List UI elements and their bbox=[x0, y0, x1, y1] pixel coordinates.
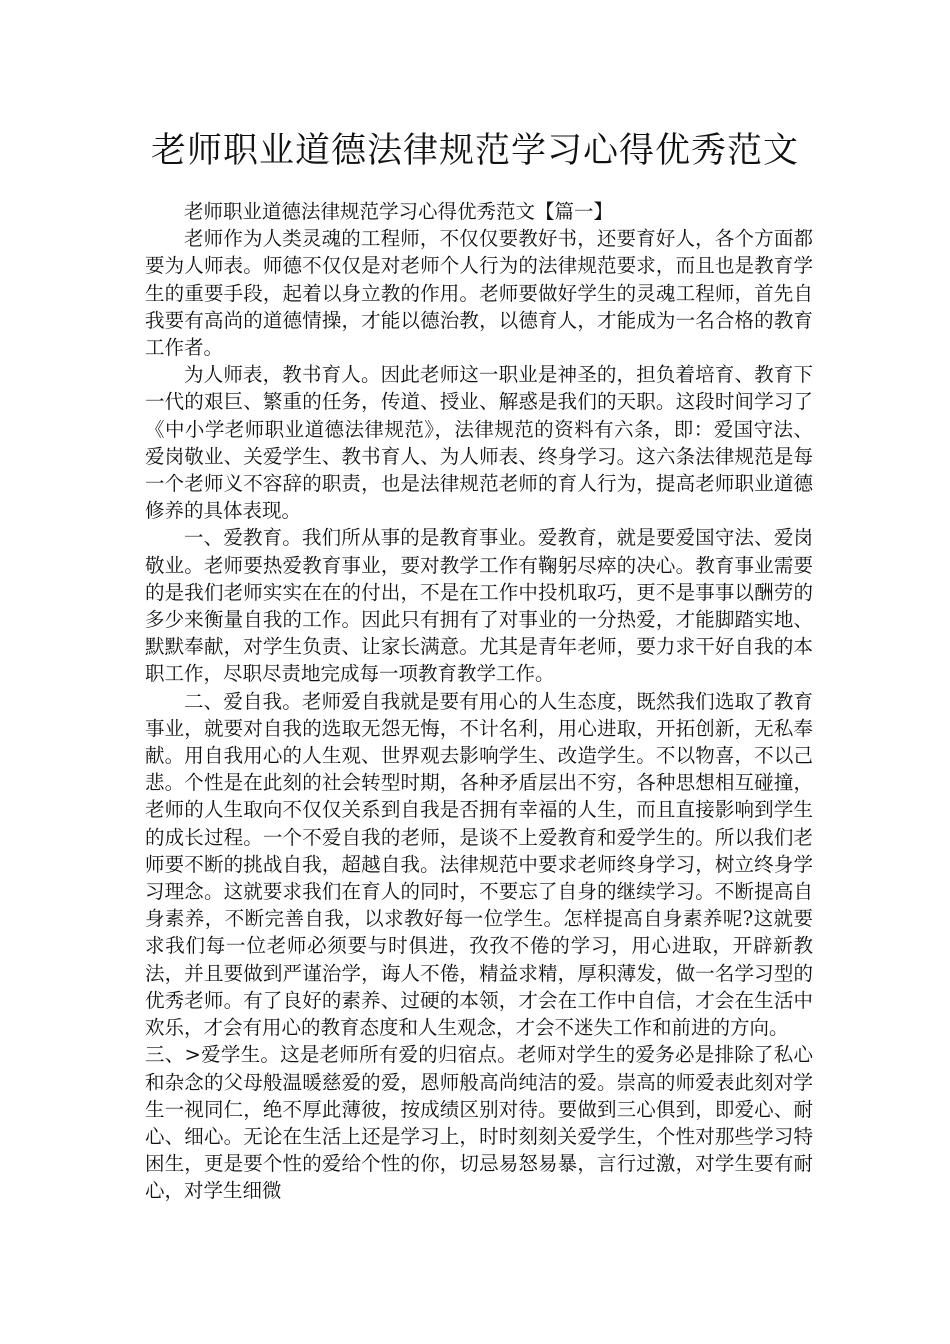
paragraph-3: 一、爱教育。我们所从事的是教育事业。爱教育，就是要爱国守法、爱岗敬业。老师要热爱教育事业，要对教学工作有鞠躬尽瘁的决心。教育事业需要的是我们老师实实在在的付出，不是在工作中投机取巧，更不是事事以酬劳的多少来衡量自我的工作。因此只有拥有了对事业的一分热爱，才能脚踏实地、默默奉献，对学生负责、让家长满意。尤其是青年老师，要力求干好自我的本职工作，尽职尽责地完成每一项教育教学工作。 bbox=[145, 526, 813, 686]
paragraph-2: 为人师表，教书育人。因此老师这一职业是神圣的，担负着培育、教育下一代的艰巨、繁重的任务，传道、授业、解惑是我们的天职。这段时间学习了《中小学老师职业道德法律规范》，法律规范的资料有六条，即：爱国守法、爱岗敬业、关爱学生、教书育人、为人师表、终身学习。这六条法律规范是每一个老师义不容辞的职责，也是法律规范老师的育人行为，提高老师职业道德修养的具体表现。 bbox=[145, 363, 813, 523]
document-title: 老师职业道德法律规范学习心得优秀范文 bbox=[150, 131, 799, 171]
section-heading: 老师职业道德法律规范学习心得优秀范文【篇一】 bbox=[184, 200, 614, 223]
document-body bbox=[145, 198, 813, 1205]
paragraph-4: 二、爱自我。老师爱自我就是要有用心的人生态度，既然我们选取了教育事业，就要对自我的选取无怨无悔，不计名利，用心进取，开拓创新，无私奉献。用自我用心的人生观、世界观去影响学生、改造学生。不以物喜，不以己悲。个性是在此刻的社会转型时期，各种矛盾层出不穷，各种思想相互碰撞，老师的人生取向不仅仅关系到自我是否拥有幸福的人生，而且直接影响到学生的成长过程。一个不爱自我的老师，是谈不上爱教育和爱学生的。所以我们老师要不断的挑战自我，超越自我。法律规范中要求老师终身学习，树立终身学习理念。这就要求我们在育人的同时，不要忘了自身的继续学习。不断提高自身素养，不断完善自我，以求教好每一位学生。怎样提高自身素养呢?这就要求我们每一位老师必须要与时俱进，孜孜不倦的学习，用心进取，开辟新教法，并且要做到严谨治学，诲人不倦，精益求精，厚积薄发，做一名学习型的优秀老师。有了良好的素养、过硬的本领，才会在工作中自信，才会在生活中欢乐，才会有用心的教育态度和人生观念，才会不迷失工作和前进的方向。 bbox=[145, 689, 813, 1040]
paragraph-1: 老师作为人类灵魂的工程师，不仅仅要教好书，还要育好人，各个方面都要为人师表。师德不仅仅是对老师个人行为的法律规范要求，而且也是教育学生的重要手段，起着以身立教的作用。老师要做好学生的灵魂工程师，首先自我要有高尚的道德情操，才能以德治教，以德育人，才能成为一名合格的教育工作者。 bbox=[145, 227, 813, 360]
paragraph-5: 三、>爱学生。这是老师所有爱的归宿点。老师对学生的爱务必是排除了私心和杂念的父母般温暖慈爱的爱，恩师般高尚纯洁的爱。崇高的师爱表此刻对学生一视同仁，绝不厚此薄彼，按成绩区别对待。要做到三心俱到，即爱心、耐心、细心。无论在生活上还是学习上，时时刻刻关爱学生，个性对那些学习特困生，更是要个性的爱给个性的你，切忌易怒易暴，言行过激，对学生要有耐心，对学生细微 bbox=[145, 1043, 813, 1203]
